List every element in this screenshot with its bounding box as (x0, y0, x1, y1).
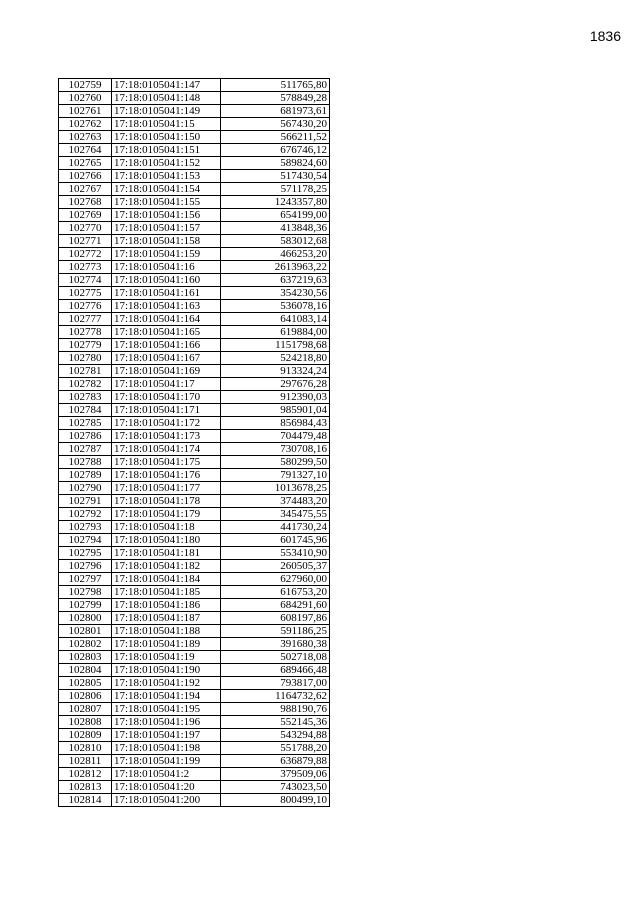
row-number-cell: 102769 (59, 209, 112, 222)
cadastral-value-cell: 793817,00 (221, 677, 330, 690)
cadastral-number-cell: 17:18:0105041:147 (112, 79, 221, 92)
cadastral-value-cell: 627960,00 (221, 573, 330, 586)
cadastral-number-cell: 17:18:0105041:158 (112, 235, 221, 248)
cadastral-value-cell: 466253,20 (221, 248, 330, 261)
cadastral-number-cell: 17:18:0105041:188 (112, 625, 221, 638)
cadastral-number-cell: 17:18:0105041:200 (112, 794, 221, 807)
cadastral-number-cell: 17:18:0105041:159 (112, 248, 221, 261)
row-number-cell: 102795 (59, 547, 112, 560)
table-row (59, 794, 330, 807)
row-number-cell: 102789 (59, 469, 112, 482)
row-number-cell: 102793 (59, 521, 112, 534)
cadastral-number-cell: 17:18:0105041:189 (112, 638, 221, 651)
cadastral-value-cell: 413848,36 (221, 222, 330, 235)
cadastral-value-cell: 583012,68 (221, 235, 330, 248)
cadastral-value-cell: 345475,55 (221, 508, 330, 521)
cadastral-value-cell: 676746,12 (221, 144, 330, 157)
cadastral-number-cell: 17:18:0105041:2 (112, 768, 221, 781)
cadastral-value-cell: 616753,20 (221, 586, 330, 599)
table-row (59, 742, 330, 755)
table-row (59, 131, 330, 144)
cadastral-value-cell: 578849,28 (221, 92, 330, 105)
cadastral-value-cell: 374483,20 (221, 495, 330, 508)
table-row (59, 196, 330, 209)
table-row (59, 339, 330, 352)
table-row (59, 248, 330, 261)
row-number-cell: 102812 (59, 768, 112, 781)
table-row (59, 235, 330, 248)
cadastral-value-cell: 502718,08 (221, 651, 330, 664)
row-number-cell: 102772 (59, 248, 112, 261)
cadastral-number-cell: 17:18:0105041:187 (112, 612, 221, 625)
row-number-cell: 102773 (59, 261, 112, 274)
cadastral-number-cell: 17:18:0105041:157 (112, 222, 221, 235)
cadastral-value-cell: 553410,90 (221, 547, 330, 560)
table-row (59, 703, 330, 716)
cadastral-value-cell: 636879,88 (221, 755, 330, 768)
cadastral-number-cell: 17:18:0105041:177 (112, 482, 221, 495)
row-number-cell: 102808 (59, 716, 112, 729)
table-row (59, 677, 330, 690)
table-row (59, 456, 330, 469)
table-row (59, 183, 330, 196)
cadastral-number-cell: 17:18:0105041:196 (112, 716, 221, 729)
row-number-cell: 102800 (59, 612, 112, 625)
row-number-cell: 102807 (59, 703, 112, 716)
cadastral-number-cell: 17:18:0105041:152 (112, 157, 221, 170)
cadastral-value-cell: 441730,24 (221, 521, 330, 534)
table-row (59, 274, 330, 287)
row-number-cell: 102797 (59, 573, 112, 586)
table-row (59, 378, 330, 391)
cadastral-number-cell: 17:18:0105041:160 (112, 274, 221, 287)
row-number-cell: 102801 (59, 625, 112, 638)
table-row (59, 768, 330, 781)
cadastral-number-cell: 17:18:0105041:16 (112, 261, 221, 274)
row-number-cell: 102759 (59, 79, 112, 92)
table-row (59, 547, 330, 560)
cadastral-number-cell: 17:18:0105041:175 (112, 456, 221, 469)
cadastral-number-cell: 17:18:0105041:171 (112, 404, 221, 417)
row-number-cell: 102804 (59, 664, 112, 677)
cadastral-value-cell: 2613963,22 (221, 261, 330, 274)
row-number-cell: 102794 (59, 534, 112, 547)
table-row (59, 365, 330, 378)
row-number-cell: 102809 (59, 729, 112, 742)
row-number-cell: 102763 (59, 131, 112, 144)
cadastral-value-cell: 1243357,80 (221, 196, 330, 209)
table-row (59, 92, 330, 105)
cadastral-number-cell: 17:18:0105041:192 (112, 677, 221, 690)
page-number: 1836 (589, 28, 621, 44)
table-row (59, 144, 330, 157)
row-number-cell: 102806 (59, 690, 112, 703)
cadastral-value-cell: 566211,52 (221, 131, 330, 144)
table-row (59, 326, 330, 339)
cadastral-number-cell: 17:18:0105041:186 (112, 599, 221, 612)
cadastral-value-cell: 391680,38 (221, 638, 330, 651)
row-number-cell: 102776 (59, 300, 112, 313)
cadastral-value-cell: 800499,10 (221, 794, 330, 807)
cadastral-number-cell: 17:18:0105041:19 (112, 651, 221, 664)
row-number-cell: 102761 (59, 105, 112, 118)
table-row (59, 495, 330, 508)
row-number-cell: 102784 (59, 404, 112, 417)
cadastral-number-cell: 17:18:0105041:167 (112, 352, 221, 365)
cadastral-number-cell: 17:18:0105041:15 (112, 118, 221, 131)
row-number-cell: 102813 (59, 781, 112, 794)
table-row (59, 690, 330, 703)
cadastral-number-cell: 17:18:0105041:161 (112, 287, 221, 300)
cadastral-number-cell: 17:18:0105041:181 (112, 547, 221, 560)
row-number-cell: 102790 (59, 482, 112, 495)
cadastral-number-cell: 17:18:0105041:172 (112, 417, 221, 430)
cadastral-value-cell: 791327,10 (221, 469, 330, 482)
table-row (59, 430, 330, 443)
cadastral-value-cell: 551788,20 (221, 742, 330, 755)
table-row (59, 222, 330, 235)
cadastral-value-cell: 524218,80 (221, 352, 330, 365)
row-number-cell: 102775 (59, 287, 112, 300)
row-number-cell: 102780 (59, 352, 112, 365)
cadastral-number-cell: 17:18:0105041:148 (112, 92, 221, 105)
table-row (59, 391, 330, 404)
table-row (59, 625, 330, 638)
row-number-cell: 102771 (59, 235, 112, 248)
cadastral-value-cell: 654199,00 (221, 209, 330, 222)
table-row (59, 352, 330, 365)
row-number-cell: 102787 (59, 443, 112, 456)
row-number-cell: 102798 (59, 586, 112, 599)
cadastral-value-cell: 730708,16 (221, 443, 330, 456)
table-row (59, 755, 330, 768)
row-number-cell: 102811 (59, 755, 112, 768)
table-row (59, 729, 330, 742)
cadastral-number-cell: 17:18:0105041:17 (112, 378, 221, 391)
cadastral-value-cell: 743023,50 (221, 781, 330, 794)
table-row (59, 560, 330, 573)
cadastral-number-cell: 17:18:0105041:180 (112, 534, 221, 547)
cadastral-number-cell: 17:18:0105041:156 (112, 209, 221, 222)
cadastral-value-cell: 517430,54 (221, 170, 330, 183)
row-number-cell: 102782 (59, 378, 112, 391)
table-row (59, 79, 330, 92)
cadastral-value-cell: 1151798,68 (221, 339, 330, 352)
cadastral-value-table (58, 78, 330, 807)
cadastral-number-cell: 17:18:0105041:176 (112, 469, 221, 482)
table-row (59, 573, 330, 586)
cadastral-number-cell: 17:18:0105041:18 (112, 521, 221, 534)
table-row (59, 300, 330, 313)
cadastral-value-cell: 354230,56 (221, 287, 330, 300)
cadastral-value-cell: 1013678,25 (221, 482, 330, 495)
row-number-cell: 102799 (59, 599, 112, 612)
cadastral-number-cell: 17:18:0105041:190 (112, 664, 221, 677)
table-row (59, 404, 330, 417)
cadastral-value-cell: 552145,36 (221, 716, 330, 729)
cadastral-value-cell: 681973,61 (221, 105, 330, 118)
row-number-cell: 102774 (59, 274, 112, 287)
cadastral-number-cell: 17:18:0105041:165 (112, 326, 221, 339)
cadastral-value-cell: 580299,50 (221, 456, 330, 469)
row-number-cell: 102768 (59, 196, 112, 209)
cadastral-value-cell: 1164732,62 (221, 690, 330, 703)
cadastral-number-cell: 17:18:0105041:174 (112, 443, 221, 456)
cadastral-number-cell: 17:18:0105041:153 (112, 170, 221, 183)
cadastral-value-cell: 536078,16 (221, 300, 330, 313)
cadastral-value-cell: 601745,96 (221, 534, 330, 547)
cadastral-number-cell: 17:18:0105041:150 (112, 131, 221, 144)
row-number-cell: 102765 (59, 157, 112, 170)
row-number-cell: 102796 (59, 560, 112, 573)
cadastral-number-cell: 17:18:0105041:164 (112, 313, 221, 326)
cadastral-value-cell: 260505,37 (221, 560, 330, 573)
cadastral-value-cell: 912390,03 (221, 391, 330, 404)
cadastral-number-cell: 17:18:0105041:169 (112, 365, 221, 378)
row-number-cell: 102766 (59, 170, 112, 183)
cadastral-number-cell: 17:18:0105041:199 (112, 755, 221, 768)
cadastral-value-cell: 571178,25 (221, 183, 330, 196)
table-row (59, 157, 330, 170)
cadastral-number-cell: 17:18:0105041:173 (112, 430, 221, 443)
row-number-cell: 102760 (59, 92, 112, 105)
row-number-cell: 102791 (59, 495, 112, 508)
cadastral-value-cell: 684291,60 (221, 599, 330, 612)
cadastral-value-cell: 591186,25 (221, 625, 330, 638)
table-row (59, 209, 330, 222)
table-row (59, 287, 330, 300)
cadastral-number-cell: 17:18:0105041:184 (112, 573, 221, 586)
row-number-cell: 102802 (59, 638, 112, 651)
table-row (59, 651, 330, 664)
cadastral-value-cell: 637219,63 (221, 274, 330, 287)
table-row (59, 118, 330, 131)
cadastral-value-cell: 379509,06 (221, 768, 330, 781)
row-number-cell: 102810 (59, 742, 112, 755)
row-number-cell: 102783 (59, 391, 112, 404)
row-number-cell: 102779 (59, 339, 112, 352)
row-number-cell: 102767 (59, 183, 112, 196)
table-row (59, 599, 330, 612)
cadastral-value-cell: 619884,00 (221, 326, 330, 339)
cadastral-value-cell: 567430,20 (221, 118, 330, 131)
table-row (59, 638, 330, 651)
cadastral-number-cell: 17:18:0105041:170 (112, 391, 221, 404)
row-number-cell: 102778 (59, 326, 112, 339)
cadastral-number-cell: 17:18:0105041:197 (112, 729, 221, 742)
row-number-cell: 102777 (59, 313, 112, 326)
cadastral-value-cell: 511765,80 (221, 79, 330, 92)
table-row (59, 781, 330, 794)
cadastral-value-cell: 988190,76 (221, 703, 330, 716)
table-row (59, 534, 330, 547)
row-number-cell: 102762 (59, 118, 112, 131)
table-row (59, 716, 330, 729)
table-row (59, 170, 330, 183)
cadastral-number-cell: 17:18:0105041:194 (112, 690, 221, 703)
cadastral-number-cell: 17:18:0105041:20 (112, 781, 221, 794)
cadastral-value-cell: 913324,24 (221, 365, 330, 378)
row-number-cell: 102788 (59, 456, 112, 469)
cadastral-value-cell: 641083,14 (221, 313, 330, 326)
cadastral-value-cell: 856984,43 (221, 417, 330, 430)
cadastral-number-cell: 17:18:0105041:179 (112, 508, 221, 521)
table-row (59, 612, 330, 625)
table-row (59, 105, 330, 118)
table-row (59, 586, 330, 599)
cadastral-value-cell: 689466,48 (221, 664, 330, 677)
row-number-cell: 102814 (59, 794, 112, 807)
table-row (59, 664, 330, 677)
table-row (59, 443, 330, 456)
table-body (59, 79, 330, 807)
cadastral-value-cell: 608197,86 (221, 612, 330, 625)
row-number-cell: 102792 (59, 508, 112, 521)
cadastral-number-cell: 17:18:0105041:166 (112, 339, 221, 352)
cadastral-number-cell: 17:18:0105041:178 (112, 495, 221, 508)
table-row (59, 508, 330, 521)
row-number-cell: 102803 (59, 651, 112, 664)
row-number-cell: 102781 (59, 365, 112, 378)
cadastral-number-cell: 17:18:0105041:149 (112, 105, 221, 118)
cadastral-number-cell: 17:18:0105041:195 (112, 703, 221, 716)
cadastral-number-cell: 17:18:0105041:182 (112, 560, 221, 573)
table-row (59, 521, 330, 534)
table-row (59, 469, 330, 482)
table-row (59, 261, 330, 274)
cadastral-number-cell: 17:18:0105041:198 (112, 742, 221, 755)
cadastral-number-cell: 17:18:0105041:155 (112, 196, 221, 209)
cadastral-number-cell: 17:18:0105041:154 (112, 183, 221, 196)
row-number-cell: 102764 (59, 144, 112, 157)
table-row (59, 417, 330, 430)
cadastral-number-cell: 17:18:0105041:163 (112, 300, 221, 313)
cadastral-value-cell: 543294,88 (221, 729, 330, 742)
cadastral-value-cell: 985901,04 (221, 404, 330, 417)
cadastral-value-cell: 704479,48 (221, 430, 330, 443)
row-number-cell: 102786 (59, 430, 112, 443)
cadastral-value-cell: 297676,28 (221, 378, 330, 391)
cadastral-value-cell: 589824,60 (221, 157, 330, 170)
row-number-cell: 102805 (59, 677, 112, 690)
table-row (59, 482, 330, 495)
table-row (59, 313, 330, 326)
row-number-cell: 102770 (59, 222, 112, 235)
cadastral-number-cell: 17:18:0105041:185 (112, 586, 221, 599)
cadastral-number-cell: 17:18:0105041:151 (112, 144, 221, 157)
row-number-cell: 102785 (59, 417, 112, 430)
